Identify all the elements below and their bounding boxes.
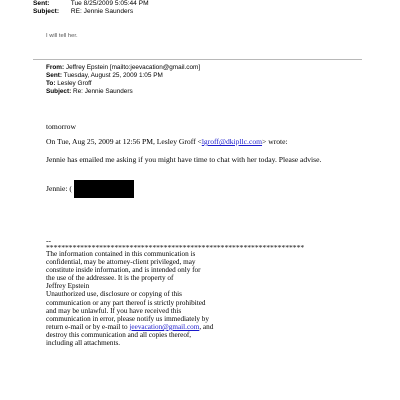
return-prefix: return e-mail or by e-mail to [46, 322, 130, 331]
notice-line: and may be unlawful. If you have received this [46, 306, 182, 315]
quoted-message: Jennie has emailed me asking if you might have time to chat with her today. Please advise. [46, 155, 322, 164]
notice-line: communication in error, please notify us immediately by [46, 314, 209, 323]
notice-line: the use of the addressee. It is the property of [46, 274, 174, 283]
redaction-box [74, 180, 134, 198]
return-email-link[interactable]: jeevacation@gmail.com [129, 322, 200, 331]
attribution-email-link[interactable]: lgroff@dkipllc.com [201, 137, 263, 146]
quoted-to-row [46, 80, 92, 88]
jennie-label: Jennie: ( [46, 183, 72, 193]
quoted-subject-label: Subject: [46, 88, 72, 95]
quoted-to-value: Lesley Groff [57, 80, 92, 87]
signature-dashes: -- [46, 236, 52, 245]
notice-line: The information contained in this communication is [46, 250, 196, 258]
notice-line: including all attachments. [46, 339, 121, 348]
sent-value: Tue 8/25/2009 5:05:44 PM [70, 0, 149, 7]
body-tomorrow: tomorrow [46, 122, 76, 131]
quoted-sent-label: Sent: [46, 72, 62, 79]
separator-line [33, 59, 362, 60]
confidentiality-notice [46, 250, 213, 347]
subject-value: RE: Jennie Saunders [70, 8, 134, 15]
attribution-line [46, 137, 288, 146]
notice-return-line [46, 323, 213, 331]
quoted-from-value: Jeffrey Epstein [mailto:jeevacation@gmail.com] [65, 64, 201, 71]
quoted-from-label: From: [46, 64, 65, 71]
return-suffix: , and [199, 322, 214, 331]
notice-line: Unauthorized use, disclosure or copying of this [46, 290, 182, 299]
sent-row [33, 0, 149, 8]
signature-stars: ******************************************************************** [46, 243, 305, 252]
jennie-contact-line [46, 180, 134, 198]
notice-line: communication or any part thereof is strictly prohibited [46, 298, 206, 307]
quoted-subject-value: Re: Jennie Saunders [73, 88, 133, 95]
quoted-from-row [46, 64, 200, 72]
sent-label: Sent: [33, 0, 50, 7]
quoted-subject-row [46, 88, 133, 96]
subject-label: Subject: [33, 8, 60, 15]
notice-line: destroy this communication and all copies thereof, [46, 330, 192, 339]
quoted-to-label: To: [46, 80, 56, 87]
notice-line: constitute inside information, and is intended only for [46, 266, 201, 275]
attribution-prefix: On Tue, Aug 25, 2009 at 12:56 PM, Lesley Groff < [46, 137, 202, 146]
subject-row [33, 8, 133, 16]
reply-text: I will tell her. [46, 33, 78, 39]
attribution-suffix: > wrote: [262, 137, 288, 146]
notice-line: confidential, may be attorney-client privileged, may [46, 258, 196, 267]
notice-line: Jeffrey Epstein [46, 282, 90, 291]
quoted-sent-value: Tuesday, August 25, 2009 1:05 PM [63, 72, 163, 79]
quoted-sent-row [46, 72, 163, 80]
